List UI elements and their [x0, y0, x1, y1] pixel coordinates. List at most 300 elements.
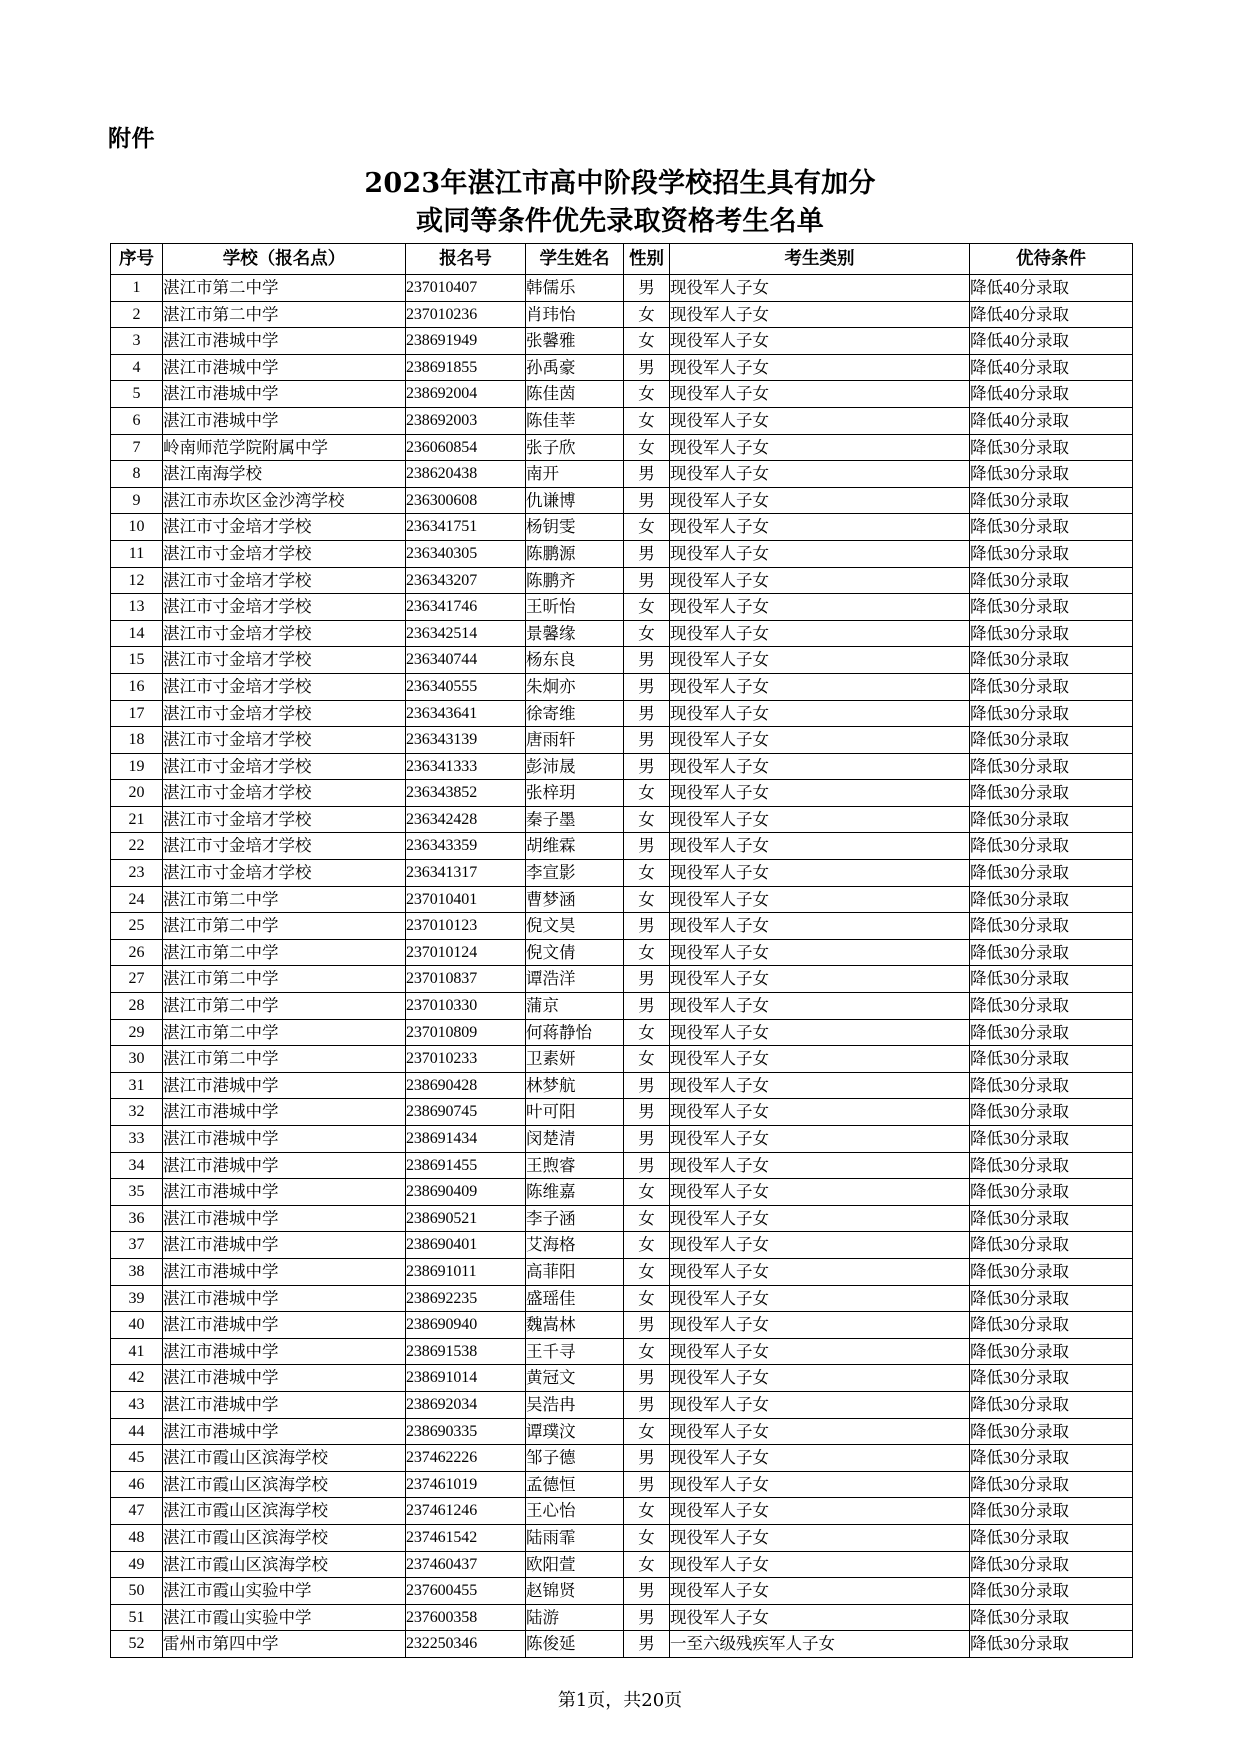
column-header-index: 序号	[111, 244, 163, 275]
cell-student-name: 彭沛晟	[526, 753, 624, 780]
cell-student-name: 盛瑶佳	[526, 1285, 624, 1312]
cell-reg-no: 238692034	[406, 1391, 526, 1418]
cell-preferential-condition: 降低30分录取	[970, 1391, 1133, 1418]
cell-preferential-condition: 降低30分录取	[970, 1126, 1133, 1153]
cell-index: 21	[111, 806, 163, 833]
table-row	[111, 1445, 1133, 1472]
cell-candidate-type: 现役军人子女	[670, 1551, 970, 1578]
cell-reg-no: 236342428	[406, 806, 526, 833]
cell-preferential-condition: 降低30分录取	[970, 1365, 1133, 1392]
cell-candidate-type: 现役军人子女	[670, 1578, 970, 1605]
cell-reg-no: 237600455	[406, 1578, 526, 1605]
cell-candidate-type: 现役军人子女	[670, 1604, 970, 1631]
table-row	[111, 514, 1133, 541]
cell-preferential-condition: 降低30分录取	[970, 1046, 1133, 1073]
cell-index: 29	[111, 1019, 163, 1046]
cell-student-name: 景馨缘	[526, 620, 624, 647]
table-row	[111, 1604, 1133, 1631]
cell-candidate-type: 现役军人子女	[670, 1338, 970, 1365]
cell-student-name: 陆游	[526, 1604, 624, 1631]
table-row	[111, 354, 1133, 381]
cell-school: 湛江市第二中学	[163, 993, 406, 1020]
cell-gender: 男	[624, 700, 670, 727]
cell-reg-no: 237010809	[406, 1019, 526, 1046]
cell-preferential-condition: 降低30分录取	[970, 567, 1133, 594]
cell-index: 52	[111, 1631, 163, 1658]
cell-candidate-type: 现役军人子女	[670, 1285, 970, 1312]
cell-student-name: 闵楚清	[526, 1126, 624, 1153]
cell-candidate-type: 现役军人子女	[670, 1099, 970, 1126]
table-row	[111, 1631, 1133, 1658]
cell-student-name: 艾海格	[526, 1232, 624, 1259]
table-row	[111, 1232, 1133, 1259]
cell-school: 湛江市港城中学	[163, 407, 406, 434]
page-title-line-1: 2023年湛江市高中阶段学校招生具有加分	[364, 168, 876, 199]
cell-student-name: 南开	[526, 461, 624, 488]
cell-candidate-type: 现役军人子女	[670, 913, 970, 940]
cell-reg-no: 237010123	[406, 913, 526, 940]
cell-candidate-type: 现役军人子女	[670, 833, 970, 860]
cell-school: 湛江市寸金培才学校	[163, 620, 406, 647]
cell-student-name: 胡维霖	[526, 833, 624, 860]
cell-candidate-type: 现役军人子女	[670, 567, 970, 594]
cell-reg-no: 237010837	[406, 966, 526, 993]
cell-reg-no: 238690521	[406, 1205, 526, 1232]
cell-reg-no: 238691949	[406, 328, 526, 355]
cell-student-name: 杨钥雯	[526, 514, 624, 541]
cell-preferential-condition: 降低30分录取	[970, 966, 1133, 993]
cell-index: 7	[111, 434, 163, 461]
cell-candidate-type: 现役军人子女	[670, 381, 970, 408]
cell-candidate-type: 现役军人子女	[670, 1391, 970, 1418]
cell-reg-no: 238692004	[406, 381, 526, 408]
cell-reg-no: 238691434	[406, 1126, 526, 1153]
table-row	[111, 806, 1133, 833]
cell-preferential-condition: 降低30分录取	[970, 860, 1133, 887]
cell-index: 48	[111, 1524, 163, 1551]
cell-preferential-condition: 降低30分录取	[970, 1232, 1133, 1259]
table-row	[111, 753, 1133, 780]
cell-gender: 男	[624, 1471, 670, 1498]
cell-candidate-type: 现役军人子女	[670, 1524, 970, 1551]
table-row	[111, 1285, 1133, 1312]
cell-preferential-condition: 降低30分录取	[970, 487, 1133, 514]
cell-index: 30	[111, 1046, 163, 1073]
cell-gender: 男	[624, 966, 670, 993]
cell-school: 湛江市第二中学	[163, 886, 406, 913]
cell-school: 湛江市霞山实验中学	[163, 1578, 406, 1605]
table-row	[111, 407, 1133, 434]
cell-index: 26	[111, 939, 163, 966]
cell-school: 湛江市港城中学	[163, 1072, 406, 1099]
cell-school: 湛江市第二中学	[163, 275, 406, 302]
cell-gender: 女	[624, 514, 670, 541]
cell-candidate-type: 现役军人子女	[670, 461, 970, 488]
cell-preferential-condition: 降低30分录取	[970, 1551, 1133, 1578]
cell-preferential-condition: 降低30分录取	[970, 1072, 1133, 1099]
column-header-school: 学校（报名点）	[163, 244, 406, 275]
cell-candidate-type: 现役军人子女	[670, 1152, 970, 1179]
cell-candidate-type: 现役军人子女	[670, 727, 970, 754]
cell-index: 39	[111, 1285, 163, 1312]
cell-candidate-type: 现役军人子女	[670, 860, 970, 887]
table-row	[111, 1471, 1133, 1498]
cell-student-name: 王煦睿	[526, 1152, 624, 1179]
cell-preferential-condition: 降低30分录取	[970, 780, 1133, 807]
cell-preferential-condition: 降低30分录取	[970, 993, 1133, 1020]
cell-student-name: 陆雨霏	[526, 1524, 624, 1551]
cell-student-name: 韩儒乐	[526, 275, 624, 302]
cell-reg-no: 236340555	[406, 673, 526, 700]
cell-index: 37	[111, 1232, 163, 1259]
cell-candidate-type: 现役军人子女	[670, 354, 970, 381]
cell-index: 45	[111, 1445, 163, 1472]
cell-school: 湛江市寸金培才学校	[163, 514, 406, 541]
cell-preferential-condition: 降低30分录取	[970, 753, 1133, 780]
cell-candidate-type: 现役军人子女	[670, 647, 970, 674]
cell-school: 湛江市港城中学	[163, 1232, 406, 1259]
cell-school: 湛江市第二中学	[163, 966, 406, 993]
cell-reg-no: 236341317	[406, 860, 526, 887]
cell-reg-no: 236343852	[406, 780, 526, 807]
cell-reg-no: 236342514	[406, 620, 526, 647]
cell-candidate-type: 现役军人子女	[670, 993, 970, 1020]
cell-gender: 女	[624, 301, 670, 328]
cell-school: 湛江市港城中学	[163, 1418, 406, 1445]
cell-gender: 女	[624, 1498, 670, 1525]
cell-gender: 女	[624, 1046, 670, 1073]
cell-student-name: 秦子墨	[526, 806, 624, 833]
cell-gender: 男	[624, 673, 670, 700]
cell-reg-no: 237462226	[406, 1445, 526, 1472]
cell-school: 湛江市港城中学	[163, 1205, 406, 1232]
table-row	[111, 1578, 1133, 1605]
cell-preferential-condition: 降低30分录取	[970, 434, 1133, 461]
cell-preferential-condition: 降低30分录取	[970, 514, 1133, 541]
cell-preferential-condition: 降低30分录取	[970, 1524, 1133, 1551]
cell-reg-no: 238691855	[406, 354, 526, 381]
cell-index: 32	[111, 1099, 163, 1126]
cell-reg-no: 236343139	[406, 727, 526, 754]
cell-reg-no: 238692235	[406, 1285, 526, 1312]
table-row	[111, 567, 1133, 594]
cell-reg-no: 238690335	[406, 1418, 526, 1445]
cell-reg-no: 237461542	[406, 1524, 526, 1551]
cell-school: 湛江市霞山区滨海学校	[163, 1551, 406, 1578]
cell-candidate-type: 现役军人子女	[670, 1445, 970, 1472]
cell-school: 湛江市霞山区滨海学校	[163, 1524, 406, 1551]
cell-reg-no: 236341751	[406, 514, 526, 541]
table-row	[111, 1258, 1133, 1285]
cell-gender: 女	[624, 1232, 670, 1259]
cell-student-name: 李宣影	[526, 860, 624, 887]
page-title	[0, 165, 1240, 242]
cell-school: 湛江市寸金培才学校	[163, 673, 406, 700]
cell-student-name: 叶可阳	[526, 1099, 624, 1126]
table-row	[111, 1524, 1133, 1551]
cell-student-name: 王心怡	[526, 1498, 624, 1525]
cell-school: 湛江市霞山区滨海学校	[163, 1498, 406, 1525]
cell-gender: 男	[624, 753, 670, 780]
cell-gender: 女	[624, 1524, 670, 1551]
table-row	[111, 1019, 1133, 1046]
cell-school: 湛江南海学校	[163, 461, 406, 488]
cell-index: 44	[111, 1418, 163, 1445]
cell-candidate-type: 现役军人子女	[670, 1046, 970, 1073]
cell-candidate-type: 现役军人子女	[670, 540, 970, 567]
cell-gender: 男	[624, 461, 670, 488]
cell-preferential-condition: 降低30分录取	[970, 540, 1133, 567]
cell-preferential-condition: 降低40分录取	[970, 407, 1133, 434]
cell-gender: 女	[624, 939, 670, 966]
cell-reg-no: 237010124	[406, 939, 526, 966]
attachment-label: 附件	[108, 126, 155, 152]
cell-preferential-condition: 降低30分录取	[970, 1152, 1133, 1179]
cell-index: 34	[111, 1152, 163, 1179]
table-header	[111, 244, 1133, 275]
cell-gender: 女	[624, 1338, 670, 1365]
cell-candidate-type: 现役军人子女	[670, 1232, 970, 1259]
cell-candidate-type: 现役军人子女	[670, 1179, 970, 1206]
cell-gender: 女	[624, 594, 670, 621]
cell-preferential-condition: 降低40分录取	[970, 381, 1133, 408]
cell-school: 湛江市寸金培才学校	[163, 700, 406, 727]
cell-reg-no: 237460437	[406, 1551, 526, 1578]
cell-index: 43	[111, 1391, 163, 1418]
cell-student-name: 陈佳莘	[526, 407, 624, 434]
cell-school: 湛江市港城中学	[163, 1285, 406, 1312]
cell-index: 49	[111, 1551, 163, 1578]
cell-reg-no: 237461019	[406, 1471, 526, 1498]
cell-index: 19	[111, 753, 163, 780]
cell-index: 1	[111, 275, 163, 302]
cell-index: 8	[111, 461, 163, 488]
cell-candidate-type: 一至六级残疾军人子女	[670, 1631, 970, 1658]
cell-reg-no: 237010330	[406, 993, 526, 1020]
table-row	[111, 1312, 1133, 1339]
cell-reg-no: 238690940	[406, 1312, 526, 1339]
cell-student-name: 孟德恒	[526, 1471, 624, 1498]
cell-student-name: 高菲阳	[526, 1258, 624, 1285]
cell-candidate-type: 现役军人子女	[670, 1258, 970, 1285]
cell-index: 18	[111, 727, 163, 754]
cell-preferential-condition: 降低30分录取	[970, 1471, 1133, 1498]
cell-index: 38	[111, 1258, 163, 1285]
cell-school: 湛江市寸金培才学校	[163, 780, 406, 807]
table-row	[111, 1152, 1133, 1179]
cell-student-name: 王昕怡	[526, 594, 624, 621]
cell-school: 湛江市第二中学	[163, 913, 406, 940]
cell-index: 33	[111, 1126, 163, 1153]
cell-school: 湛江市港城中学	[163, 1152, 406, 1179]
cell-gender: 男	[624, 567, 670, 594]
table-row	[111, 1099, 1133, 1126]
cell-candidate-type: 现役军人子女	[670, 594, 970, 621]
cell-reg-no: 238691014	[406, 1365, 526, 1392]
cell-school: 湛江市寸金培才学校	[163, 594, 406, 621]
table-row	[111, 1338, 1133, 1365]
cell-gender: 女	[624, 860, 670, 887]
cell-student-name: 朱炯亦	[526, 673, 624, 700]
cell-preferential-condition: 降低30分录取	[970, 1631, 1133, 1658]
cell-school: 湛江市港城中学	[163, 1312, 406, 1339]
table-row	[111, 1418, 1133, 1445]
cell-reg-no: 236343641	[406, 700, 526, 727]
table-row	[111, 647, 1133, 674]
cell-index: 51	[111, 1604, 163, 1631]
cell-preferential-condition: 降低30分录取	[970, 594, 1133, 621]
cell-student-name: 张子欣	[526, 434, 624, 461]
cell-candidate-type: 现役军人子女	[670, 1019, 970, 1046]
cell-preferential-condition: 降低30分录取	[970, 886, 1133, 913]
cell-school: 湛江市寸金培才学校	[163, 727, 406, 754]
cell-gender: 男	[624, 993, 670, 1020]
cell-gender: 男	[624, 1099, 670, 1126]
cell-index: 17	[111, 700, 163, 727]
table-row	[111, 461, 1133, 488]
page-title-line-2: 或同等条件优先录取资格考生名单	[416, 206, 824, 238]
cell-index: 20	[111, 780, 163, 807]
cell-reg-no: 236341746	[406, 594, 526, 621]
cell-school: 湛江市港城中学	[163, 1099, 406, 1126]
cell-student-name: 陈鹏齐	[526, 567, 624, 594]
cell-preferential-condition: 降低40分录取	[970, 275, 1133, 302]
cell-reg-no: 237010233	[406, 1046, 526, 1073]
cell-gender: 男	[624, 647, 670, 674]
cell-preferential-condition: 降低30分录取	[970, 647, 1133, 674]
cell-reg-no: 236340305	[406, 540, 526, 567]
roster-table	[110, 243, 1133, 1658]
cell-gender: 男	[624, 1152, 670, 1179]
table-row	[111, 1179, 1133, 1206]
cell-candidate-type: 现役军人子女	[670, 673, 970, 700]
cell-candidate-type: 现役军人子女	[670, 806, 970, 833]
cell-gender: 男	[624, 1578, 670, 1605]
cell-index: 3	[111, 328, 163, 355]
cell-reg-no: 238691455	[406, 1152, 526, 1179]
cell-student-name: 吴浩冉	[526, 1391, 624, 1418]
cell-candidate-type: 现役军人子女	[670, 886, 970, 913]
cell-school: 湛江市第二中学	[163, 301, 406, 328]
cell-student-name: 徐寄维	[526, 700, 624, 727]
cell-candidate-type: 现役军人子女	[670, 1126, 970, 1153]
cell-gender: 男	[624, 354, 670, 381]
cell-gender: 男	[624, 1312, 670, 1339]
table-row	[111, 860, 1133, 887]
table-row	[111, 1205, 1133, 1232]
cell-index: 16	[111, 673, 163, 700]
cell-school: 湛江市港城中学	[163, 1258, 406, 1285]
cell-reg-no: 238691538	[406, 1338, 526, 1365]
cell-preferential-condition: 降低30分录取	[970, 1019, 1133, 1046]
cell-index: 14	[111, 620, 163, 647]
table-row	[111, 540, 1133, 567]
table-row	[111, 1551, 1133, 1578]
table-row	[111, 886, 1133, 913]
cell-index: 28	[111, 993, 163, 1020]
cell-index: 40	[111, 1312, 163, 1339]
page-footer: 第1页，共20页	[557, 1690, 683, 1711]
cell-school: 岭南师范学院附属中学	[163, 434, 406, 461]
cell-gender: 男	[624, 727, 670, 754]
cell-preferential-condition: 降低30分录取	[970, 1604, 1133, 1631]
cell-candidate-type: 现役军人子女	[670, 407, 970, 434]
cell-school: 湛江市寸金培才学校	[163, 567, 406, 594]
cell-student-name: 张馨雅	[526, 328, 624, 355]
cell-index: 12	[111, 567, 163, 594]
table-row	[111, 1498, 1133, 1525]
cell-reg-no: 236341333	[406, 753, 526, 780]
column-header-preferential: 优待条件	[970, 244, 1133, 275]
cell-index: 15	[111, 647, 163, 674]
cell-gender: 男	[624, 1604, 670, 1631]
cell-school: 湛江市港城中学	[163, 1126, 406, 1153]
cell-candidate-type: 现役军人子女	[670, 1418, 970, 1445]
cell-candidate-type: 现役军人子女	[670, 700, 970, 727]
cell-candidate-type: 现役军人子女	[670, 1072, 970, 1099]
cell-candidate-type: 现役军人子女	[670, 939, 970, 966]
table-row	[111, 1046, 1133, 1073]
cell-index: 13	[111, 594, 163, 621]
table-row	[111, 1126, 1133, 1153]
cell-gender: 男	[624, 913, 670, 940]
cell-gender: 男	[624, 1631, 670, 1658]
cell-school: 湛江市寸金培才学校	[163, 860, 406, 887]
cell-gender: 男	[624, 487, 670, 514]
cell-candidate-type: 现役军人子女	[670, 1498, 970, 1525]
cell-reg-no: 238692003	[406, 407, 526, 434]
table-row	[111, 328, 1133, 355]
table-header-row	[111, 244, 1133, 275]
cell-student-name: 欧阳萱	[526, 1551, 624, 1578]
cell-index: 25	[111, 913, 163, 940]
table-row	[111, 727, 1133, 754]
cell-school: 湛江市第二中学	[163, 1046, 406, 1073]
cell-gender: 男	[624, 1445, 670, 1472]
cell-gender: 女	[624, 1019, 670, 1046]
cell-gender: 女	[624, 1258, 670, 1285]
cell-preferential-condition: 降低30分录取	[970, 1258, 1133, 1285]
cell-index: 42	[111, 1365, 163, 1392]
cell-preferential-condition: 降低30分录取	[970, 700, 1133, 727]
cell-candidate-type: 现役军人子女	[670, 753, 970, 780]
table-row	[111, 913, 1133, 940]
cell-preferential-condition: 降低30分录取	[970, 806, 1133, 833]
cell-student-name: 王千寻	[526, 1338, 624, 1365]
cell-preferential-condition: 降低30分录取	[970, 1418, 1133, 1445]
cell-student-name: 卫素妍	[526, 1046, 624, 1073]
cell-gender: 女	[624, 1551, 670, 1578]
cell-student-name: 曹梦涵	[526, 886, 624, 913]
cell-index: 5	[111, 381, 163, 408]
cell-school: 湛江市港城中学	[163, 381, 406, 408]
cell-gender: 男	[624, 1365, 670, 1392]
cell-school: 湛江市港城中学	[163, 1391, 406, 1418]
cell-school: 湛江市港城中学	[163, 328, 406, 355]
cell-candidate-type: 现役军人子女	[670, 1471, 970, 1498]
cell-candidate-type: 现役军人子女	[670, 301, 970, 328]
cell-index: 6	[111, 407, 163, 434]
cell-candidate-type: 现役军人子女	[670, 620, 970, 647]
cell-candidate-type: 现役军人子女	[670, 1205, 970, 1232]
cell-preferential-condition: 降低30分录取	[970, 833, 1133, 860]
cell-index: 4	[111, 354, 163, 381]
cell-preferential-condition: 降低30分录取	[970, 939, 1133, 966]
cell-school: 雷州市第四中学	[163, 1631, 406, 1658]
cell-candidate-type: 现役军人子女	[670, 780, 970, 807]
cell-preferential-condition: 降低30分录取	[970, 1578, 1133, 1605]
cell-preferential-condition: 降低30分录取	[970, 1498, 1133, 1525]
